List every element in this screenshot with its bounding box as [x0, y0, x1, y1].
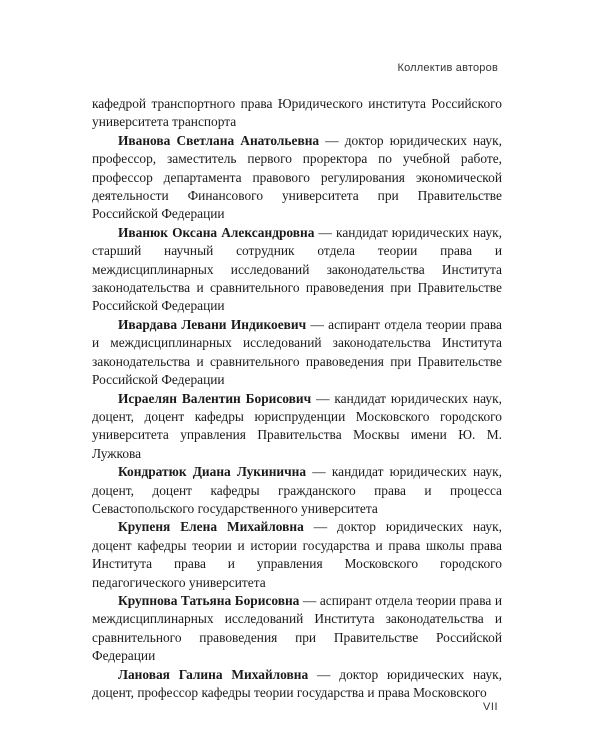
author-entry	[92, 224, 502, 316]
author-name: Иванюк Оксана Александровна	[118, 224, 315, 240]
author-entry	[92, 390, 502, 464]
author-name: Крупнова Татьяна Борисовна	[118, 592, 300, 608]
author-entry	[92, 316, 502, 390]
author-description: — доктор юридических наук, профессор, заместитель первого проректора по учебной работе, профессор департамента правового регулирования экономической деятельности Финансового университета при Правительстве Российской Федерации	[92, 132, 502, 222]
author-description: — доктор юридических наук, доцент кафедры теории и истории государства и права школы права Института права и управления Московского городского педагогического университета	[92, 519, 502, 590]
author-entry	[92, 592, 502, 666]
author-description: — кандидат юридических наук, старший научный сотрудник отдела теории права и междисциплинарных исследований законодательства Института законодательства и сравнительного правоведения при Правительстве Российской Федерации	[92, 224, 502, 314]
author-entry	[92, 666, 502, 703]
author-entry	[92, 132, 502, 224]
running-header: Коллектив авторов	[397, 62, 498, 74]
author-name: Кондратюк Диана Лукинична	[118, 464, 307, 480]
author-description: — доктор юридических наук, доцент, профессор кафедры теории государства и права Московского	[92, 666, 502, 700]
author-entry	[92, 463, 502, 518]
continued-entry-text: кафедрой транспортного права Юридического института Российского университета транспорта	[92, 96, 502, 130]
author-description: — кандидат юридических наук, доцент, доцент кафедры гражданского права и процесса Севастопольского государственного университета	[92, 464, 502, 516]
author-name: Иванова Светлана Анатольевна	[118, 132, 320, 148]
author-description: — аспирант отдела теории права и междисциплинарных исследований законодательства Института законодательства и сравнительного правоведения при Правительстве Российской Федерации	[92, 316, 502, 388]
author-name: Ивардава Левани Индикоевич	[118, 316, 307, 332]
author-entry	[92, 518, 502, 592]
page-number: VII	[483, 701, 498, 713]
author-name: Крупеня Елена Михайловна	[118, 519, 304, 535]
author-description: — аспирант отдела теории права и междисциплинарных исследований Института законодательства и сравнительного правоведения при Правительстве Российской Федерации	[92, 592, 502, 664]
author-name: Лановая Галина Михайловна	[118, 666, 309, 682]
author-name: Исраелян Валентин Борисович	[118, 390, 312, 406]
authors-list	[92, 95, 502, 702]
author-description: — кандидат юридических наук, доцент, доцент кафедры юриспруденции Московского городского университета управления Правительства Москвы имени Ю. М. Лужкова	[92, 390, 502, 461]
